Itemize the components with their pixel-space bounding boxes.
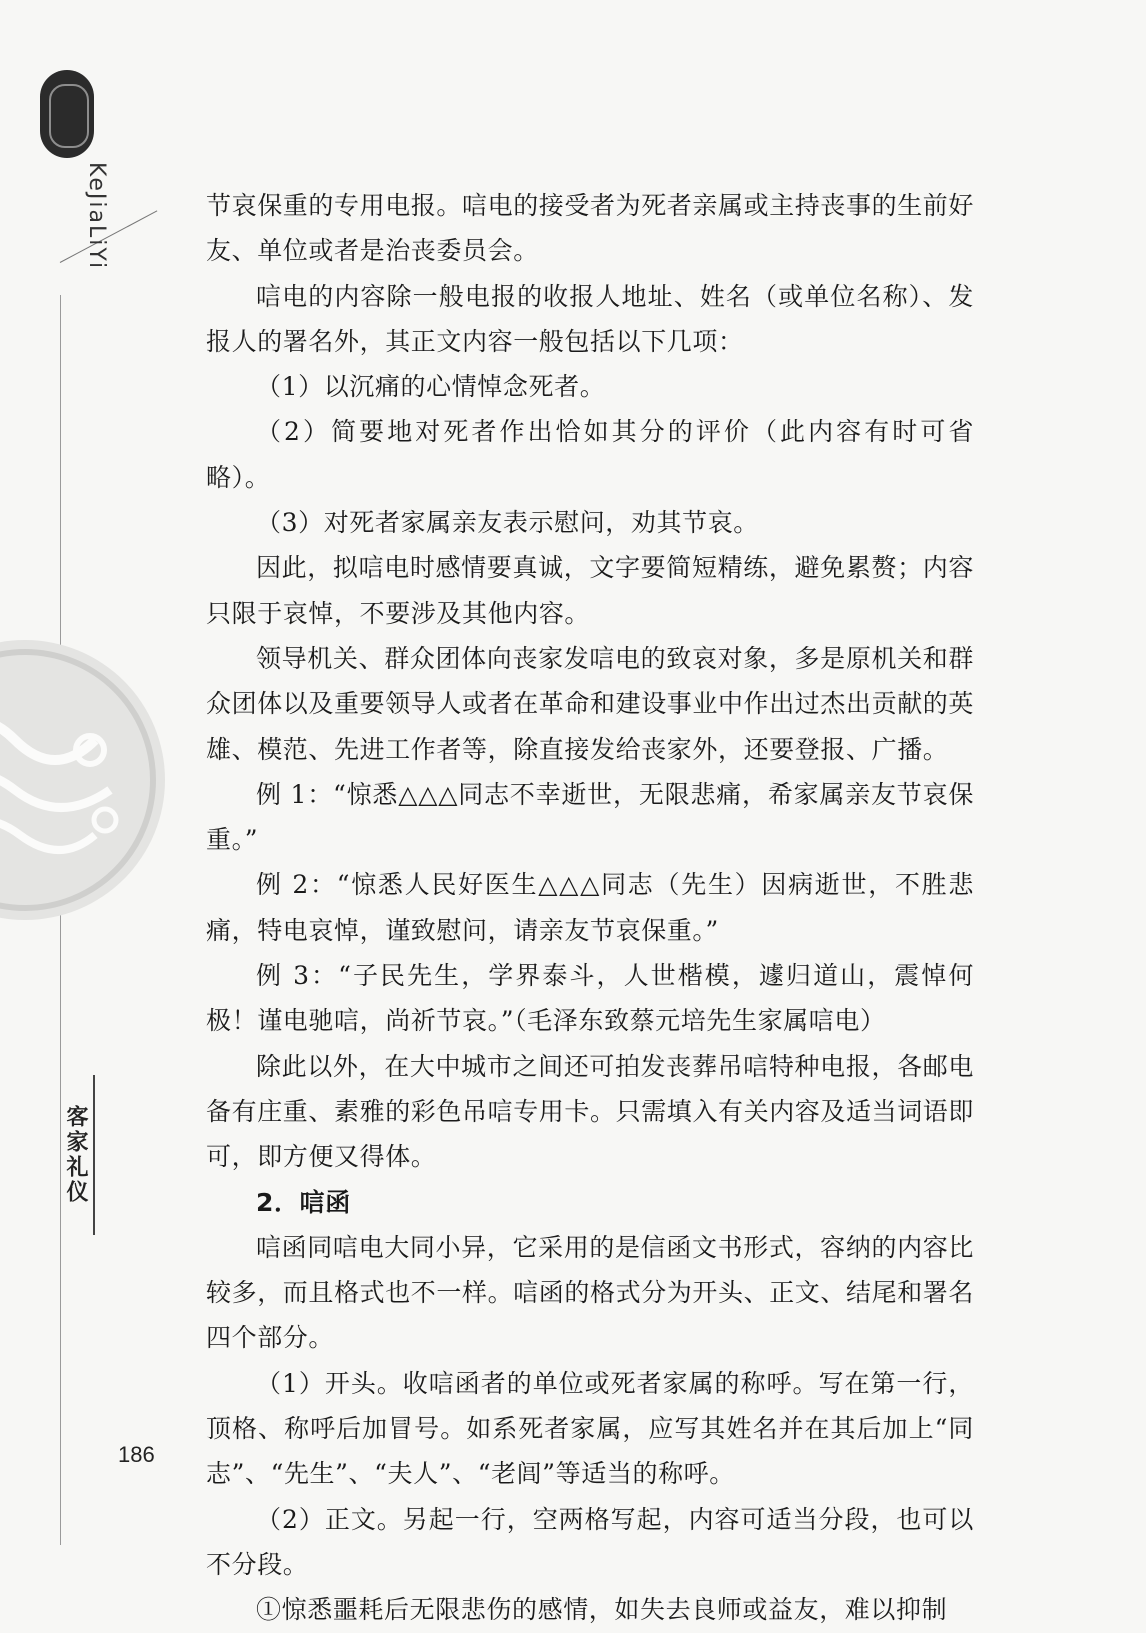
paragraph: 唁电的内容除一般电报的收报人地址、姓名（或单位名称）、发报人的署名外，其正文内容一般包括以下几项： xyxy=(206,281,974,356)
example-paragraph: 例 1：“惊悉△△△同志不幸逝世，无限悲痛，希家属亲友节哀保重。” xyxy=(206,779,974,855)
paragraph: 唁函同唁电大同小异，它采用的是信函文书形式，容纳的内容比较多，而且格式也不一样。唁函的格式分为开头、正文、结尾和署名四个部分。 xyxy=(206,1232,975,1353)
paragraph: 因此，拟唁电时感情要真诚，文字要简短精练，避免累赘；内容只限于哀悼，不要涉及其他内容。 xyxy=(206,553,974,628)
cloud-ornament-icon xyxy=(0,630,175,930)
seal-logo-icon xyxy=(40,70,94,158)
list-item: ①惊悉噩耗后无限悲伤的感情，如失去良师或益友，难以抑制 xyxy=(256,1595,948,1625)
list-item: （1）以沉痛的心情悼念死者。 xyxy=(256,372,606,402)
paragraph: 节哀保重的专用电报。唁电的接受者为死者亲属或主持丧事的生前好友、单位或者是治丧委员会。 xyxy=(206,191,975,266)
paragraph: 除此以外，在大中城市之间还可拍发丧葬吊唁特种电报，各邮电备有庄重、素雅的彩色吊唁专用卡。只需填入有关内容及适当词语即可，即方便又得体。 xyxy=(206,1051,975,1172)
list-item: （2）简要地对死者作出恰如其分的评价（此内容有时可省略）。 xyxy=(206,417,974,492)
page-number: 186 xyxy=(118,1442,155,1467)
running-header-title: 客家礼仪 xyxy=(63,1105,88,1205)
list-item: （3）对死者家属亲友表示慰问，劝其节哀。 xyxy=(256,508,759,538)
example-paragraph: 例 3：“子民先生，学界泰斗，人世楷模，遽归道山，震悼何极！谨电驰唁，尚祈节哀。”（毛泽东致蔡元培先生家属唁电） xyxy=(206,961,974,1036)
list-item: （1）开头。收唁函者的单位或死者家属的称呼。写在第一行，顶格、称呼后加冒号。如系死者家属，应写其姓名并在其后加上“同志”、“先生”、“夫人”、“老闾”等适当的称呼。 xyxy=(206,1368,974,1489)
section-heading: 2．唁函 xyxy=(256,1187,351,1217)
body-text xyxy=(206,183,974,1633)
example-paragraph: 例 2：“惊悉人民好医生△△△同志（先生）因病逝世，不胜悲痛，特电哀悼，谨致慰问，请亲友节哀保重。” xyxy=(206,870,974,945)
list-item: （2）正文。另起一行，空两格写起，内容可适当分段，也可以不分段。 xyxy=(206,1504,974,1579)
paragraph: 领导机关、群众团体向丧家发唁电的致哀对象，多是原机关和群众团体以及重要领导人或者在革命和建设事业中作出过杰出贡献的英雄、模范、先进工作者等，除直接发给丧家外，还要登报、广播。 xyxy=(206,643,975,764)
running-header-pinyin: KeJiaLiYi xyxy=(84,162,109,271)
margin-title-rule xyxy=(93,1075,95,1235)
